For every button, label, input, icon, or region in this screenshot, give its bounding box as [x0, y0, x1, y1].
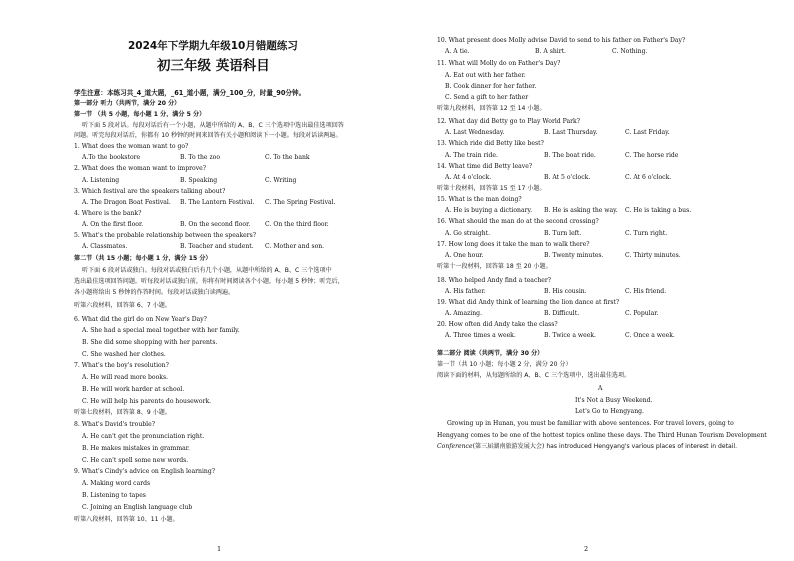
option-b: B. He makes mistakes in grammar.	[82, 445, 190, 452]
listening-intro: 听第十段材料，回答第 15 至 17 小题。	[437, 185, 546, 192]
question: 5. What's the probable relationship between the speakers?	[74, 232, 257, 239]
option-a: A. A tie.	[445, 48, 470, 55]
question: 1. What does the woman want to go?	[74, 143, 189, 150]
option-a: A. The train ride.	[445, 152, 498, 159]
option-b: B. Turn left.	[544, 230, 582, 237]
question: 2. What does the woman want to improve?	[74, 165, 207, 172]
passage-text-rest: (第三届湖南旅游发展大会) has introduced Hengyang's various places of interest in detail.	[472, 443, 738, 450]
page-title: 2024年下学期九年级10月错题练习	[128, 40, 298, 52]
passage-text: Hengyang comes to be one of the hottest topics online these days. The Third Hunan Tourism Development	[437, 432, 767, 439]
option-a: A. Three times a week.	[445, 332, 516, 339]
question: 15. What is the man doing?	[437, 196, 522, 203]
option-a: A. Eat out with her father.	[445, 72, 526, 79]
option-a: A. Go straight.	[445, 230, 491, 237]
listening-intro: 听第十一段材料，回答第 18 至 20 小题。	[437, 263, 552, 270]
option-b: B. Twenty minutes.	[544, 252, 604, 259]
option-c: C. Joining an English language club	[82, 504, 193, 511]
passage-letter: A	[598, 385, 603, 392]
option-a: A. He will read more books.	[82, 374, 169, 381]
listening-intro: 听第八段材料，回答第 10、11 小题。	[74, 516, 179, 523]
listening-intro: 听第六段材料，回答第 6、7 小题。	[74, 302, 171, 309]
section1-heading: 第一节 （共 5 小题，每小题 1 分，满分 5 分）	[74, 111, 206, 118]
option-c: C. Turn right.	[625, 230, 668, 237]
part2-instruction: 阅读下面的材料，从每题所给的 A、B、C 三个选项中，选出最佳选项。	[437, 372, 631, 379]
option-c: C. Mother and son.	[265, 243, 325, 250]
option-b: B. Twice a week.	[544, 332, 596, 339]
page-2	[397, 0, 794, 561]
option-b: B. He will work harder at school.	[82, 386, 185, 393]
option-a: A. Listening	[82, 177, 120, 184]
question: 12. What day did Betty go to Play World Park?	[437, 118, 580, 125]
option-b: B. He is asking the way.	[544, 207, 618, 214]
section1-instruction: 听下面 5 段对话。每段对话后有一个小题，从题中所给的 A、B、C 三个选项中选出最佳选项回答	[82, 122, 344, 129]
option-c: C. The Spring Festival.	[265, 199, 336, 206]
section1-instruction: 问题。听完每段对话后，你都有 10 秒钟的时间来回答有关小题和阅读下一小题。每段对话读两遍。	[74, 132, 342, 139]
option-b: B. She did some shopping with her parents.	[82, 339, 218, 346]
option-b: B. His cousin.	[544, 288, 587, 295]
question: 3. Which festival are the speakers talking about?	[74, 188, 226, 195]
option-c: C. Once a week.	[625, 332, 675, 339]
option-c: C. He will help his parents do housework.	[82, 398, 212, 405]
question: 10. What present does Molly advise David to send to his father on Father's Day?	[437, 37, 686, 44]
option-c: C. Popular.	[625, 310, 659, 317]
option-b: B. The Lantern Festival.	[180, 199, 255, 206]
part2-heading: 第二部分 阅读（共两节，满分 30 分）	[437, 350, 544, 357]
option-c: C. He is taking a bus.	[625, 207, 692, 214]
option-c: C. Thirty minutes.	[625, 252, 681, 259]
option-a: A.To the bookstore	[82, 154, 141, 161]
passage-emphasis: Conference	[437, 443, 473, 450]
option-b: B. At 5 o'clock.	[544, 174, 591, 181]
option-a: A. His father.	[445, 288, 486, 295]
option-a: A. At 4 o'clock.	[445, 174, 492, 181]
option-a: A. The Dragon Boat Festival.	[82, 199, 171, 206]
option-c: C. Writing	[265, 177, 297, 184]
option-c: C. The horse ride	[625, 152, 679, 159]
question: 13. Which ride did Betty like best?	[437, 140, 544, 147]
question: 4. Where is the bank?	[74, 210, 142, 217]
option-a: A. He can't get the pronunciation right.	[82, 433, 205, 440]
passage-title: Let's Go to Hengyang.	[575, 408, 644, 415]
option-a: A. Classmates.	[82, 243, 128, 250]
question: 11. What will Molly do on Father's Day?	[437, 60, 561, 67]
listening-intro: 听第九段材料，回答第 12 至 14 小题。	[437, 105, 546, 112]
section2-instruction: 选出最佳选项回答问题。听每段对话或独白前，你将有时间阅读各个小题，每小题 5 秒钟；听完后，	[74, 278, 344, 285]
question: 6. What did the girl do on New Year's Day?	[74, 316, 207, 323]
option-c: C. On the third floor.	[265, 221, 329, 228]
question: 19. What did Andy think of learning the lion dance at first?	[437, 299, 620, 306]
listening-intro: 听第七段材料，回答第 8、9 小题。	[74, 409, 171, 416]
option-a: A. One hour.	[445, 252, 484, 259]
page-subtitle: 初三年级 英语科目	[157, 58, 270, 74]
question: 17. How long does it take the man to walk there?	[437, 241, 590, 248]
option-c: C. At 6 o'clock.	[625, 174, 672, 181]
option-a: A. She had a special meal together with her family.	[82, 327, 240, 334]
option-a: A. Last Wednesday.	[445, 129, 505, 136]
notice: 学生注意：本练习共_4_道大题，_61_道小题，满分_100_分，时量_90分钟。	[74, 89, 306, 97]
option-c: C. He can't spell some new words.	[82, 457, 189, 464]
section2-instruction: 听下面 6 段对话或独白。每段对话或独白后有几个小题，从题中所给的 A、B、C 三个选项中	[82, 267, 332, 274]
option-c: C. His friend.	[625, 288, 667, 295]
question: 8. What's David's trouble?	[74, 421, 155, 428]
option-a: A. On the first floor.	[82, 221, 144, 228]
option-b: B. Cook dinner for her father.	[445, 83, 537, 90]
option-c: C. Last Friday.	[625, 129, 670, 136]
option-c: C. To the bank	[265, 154, 310, 161]
option-b: B. Last Thursday.	[544, 129, 598, 136]
option-b: B. Teacher and student.	[180, 243, 254, 250]
question: 20. How often did Andy take the class?	[437, 321, 558, 328]
question: 7. What's the boy's resolution?	[74, 362, 169, 369]
question: 16. What should the man do at the second crossing?	[437, 218, 599, 225]
part2-section1-heading: 第一节（共 10 小题；每小题 2 分，满分 20 分）	[437, 361, 572, 368]
page-number: 1	[217, 545, 222, 553]
option-b: B. Difficult.	[544, 310, 580, 317]
page-number: 2	[584, 545, 589, 553]
part1-heading: 第一部分 听力（共两节，满分 20 分）	[74, 100, 181, 107]
passage-text	[437, 444, 737, 450]
option-b: B. The boat ride.	[544, 152, 596, 159]
option-c: C. She washed her clothes.	[82, 351, 166, 358]
option-b: B. On the second floor.	[180, 221, 251, 228]
option-c: C. Nothing.	[612, 48, 648, 55]
option-a: A. He is buying a dictionary.	[445, 207, 533, 214]
option-b: B. A shirt.	[535, 48, 566, 55]
question: 14. What time did Betty leave?	[437, 163, 533, 170]
question: 18. Who helped Andy find a teacher?	[437, 277, 552, 284]
option-a: A. Amazing.	[445, 310, 483, 317]
option-c: C. Send a gift to her father	[445, 94, 529, 101]
passage-text: Growing up in Hunan, you must be familiar with above sentences. For travel lovers, going to	[447, 420, 734, 427]
option-b: B. Speaking	[180, 177, 218, 184]
option-b: B. To the zoo	[180, 154, 221, 161]
passage-title: It's Not a Busy Weekend.	[575, 397, 653, 404]
section2-instruction: 各小题将给出 5 秒钟的作答时间。每段对话或独白读两遍。	[74, 289, 235, 296]
option-a: A. Making word cards	[82, 480, 151, 487]
section2-heading: 第二节（共 15 小题；每小题 1 分，满分 15 分）	[74, 255, 212, 262]
option-b: B. Listening to tapes	[82, 492, 146, 499]
question: 9. What's Cindy's advice on English learning?	[74, 468, 216, 475]
